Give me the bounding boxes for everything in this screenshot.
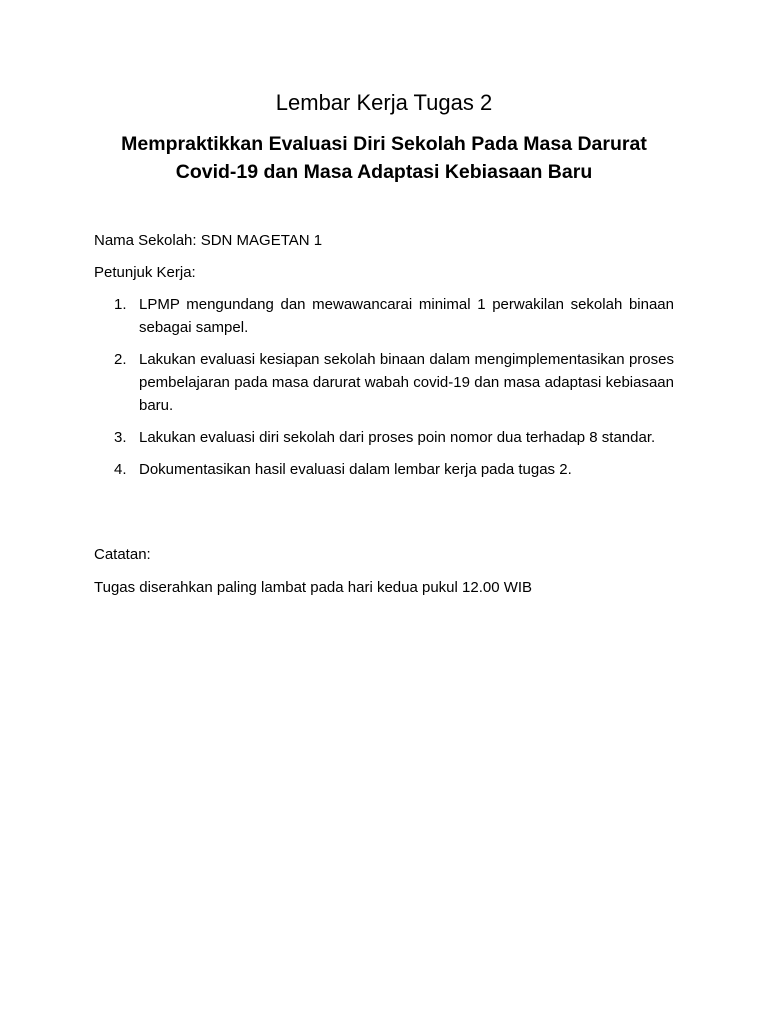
instruction-text: Lakukan evaluasi kesiapan sekolah binaan dalam mengimplementasikan proses pembelajaran pada masa darurat wabah covid-19 dan masa adaptasi kebiasaan baru. (139, 351, 674, 414)
instruction-item (94, 458, 674, 481)
instruction-text: LPMP mengundang dan mewawancarai minimal 1 perwakilan sekolah binaan sebagai sampel. (139, 296, 674, 336)
instruction-number: 4. (114, 461, 127, 478)
note-label: Catatan: (94, 546, 151, 563)
subtitle-line-2: Covid-19 dan Masa Adaptasi Kebiasaan Baru (175, 161, 593, 183)
instruction-item (94, 426, 674, 449)
note-text: Tugas diserahkan paling lambat pada hari kedua pukul 12.00 WIB (94, 579, 533, 596)
instruction-number: 2. (114, 351, 127, 368)
subtitle-line-1: Mempraktikkan Evaluasi Diri Sekolah Pada Masa Darurat (121, 133, 647, 155)
instruction-text: Lakukan evaluasi diri sekolah dari proses poin nomor dua terhadap 8 standar. (139, 429, 656, 446)
instruction-text: Dokumentasikan hasil evaluasi dalam lembar kerja pada tugas 2. (139, 461, 572, 478)
instructions-heading: Petunjuk Kerja: (94, 264, 196, 281)
instructions-list (94, 293, 674, 490)
instruction-number: 3. (114, 429, 127, 446)
school-name: Nama Sekolah: SDN MAGETAN 1 (94, 232, 323, 249)
instruction-number: 1. (114, 296, 127, 313)
document-subtitle (100, 130, 668, 186)
document-title: Lembar Kerja Tugas 2 (275, 90, 493, 115)
instruction-item (94, 293, 674, 339)
instruction-item (94, 348, 674, 417)
